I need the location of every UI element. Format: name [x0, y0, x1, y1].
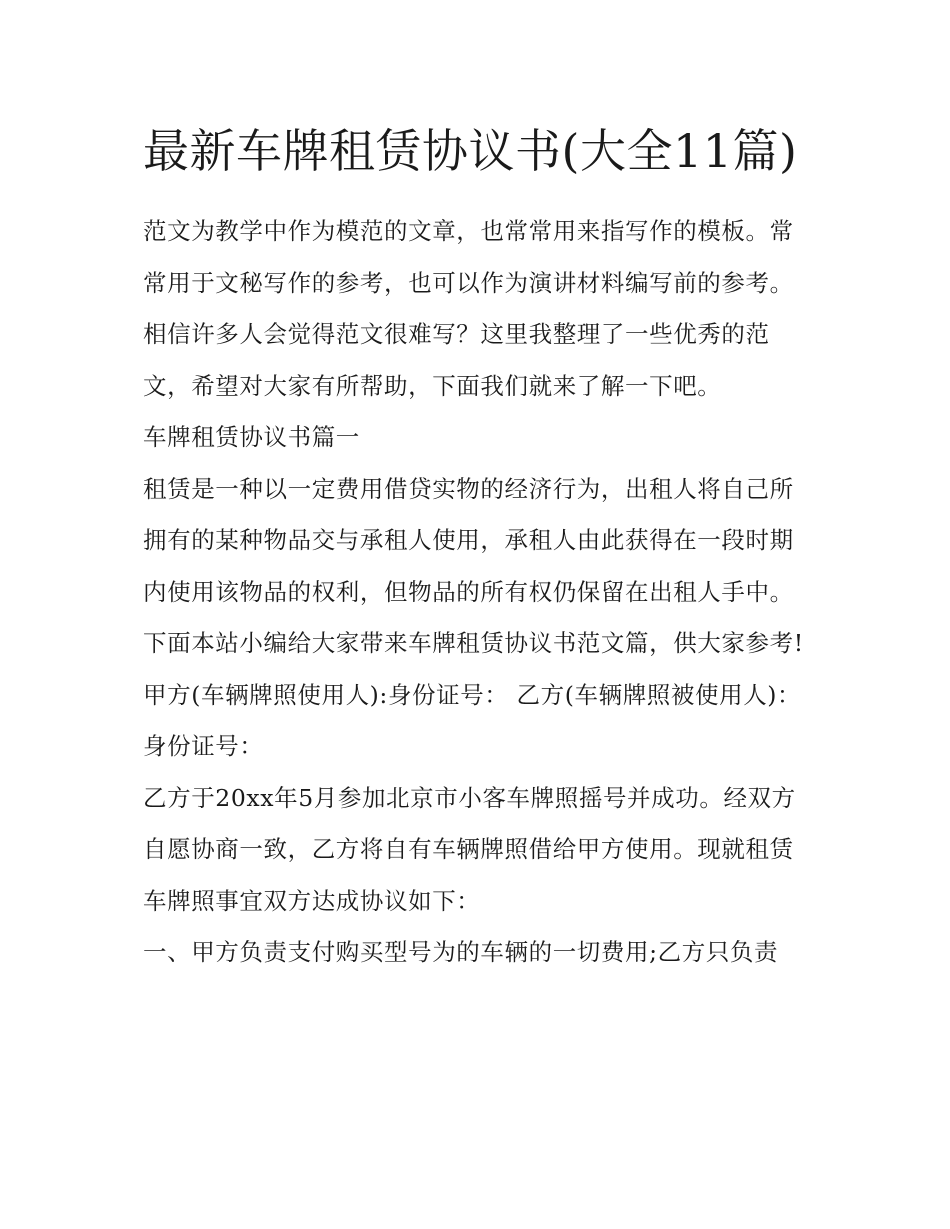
lease-definition-paragraph: 租赁是一种以一定费用借贷实物的经济行为，出租人将自己所拥有的某种物品交与承租人使用，承租人由此获得在一段时期内使用该物品的权利，但物品的所有权仍保留在出租人手中。下面本站小编给大家带来车牌租赁协议书范文篇，供大家参考!	[143, 474, 804, 657]
section-heading: 车牌租赁协议书篇一	[143, 423, 360, 451]
intro-paragraph: 范文为教学中作为模范的文章，也常常用来指写作的模板。常常用于文秘写作的参考，也可以作为演讲材料编写前的参考。相信许多人会觉得范文很难写？这里我整理了一些优秀的范文，希望对大家有所帮助，下面我们就来了解一下吧。	[143, 217, 794, 400]
clause-one-paragraph: 一、甲方负责支付购买型号为的车辆的一切费用;乙方只负责	[143, 938, 779, 966]
document-title: 最新车牌租赁协议书(大全11篇)	[143, 124, 798, 178]
document-body	[143, 112, 815, 979]
parties-paragraph: 甲方(车辆牌照使用人):身份证号： 乙方(车辆牌照被使用人)：身份证号：	[143, 680, 802, 760]
agreement-background-paragraph: 乙方于20xx年5月参加北京市小客车牌照摇号并成功。经双方自愿协商一致，乙方将自有车辆牌照借给甲方使用。现就租赁车牌照事宜双方达成协议如下：	[143, 783, 796, 915]
